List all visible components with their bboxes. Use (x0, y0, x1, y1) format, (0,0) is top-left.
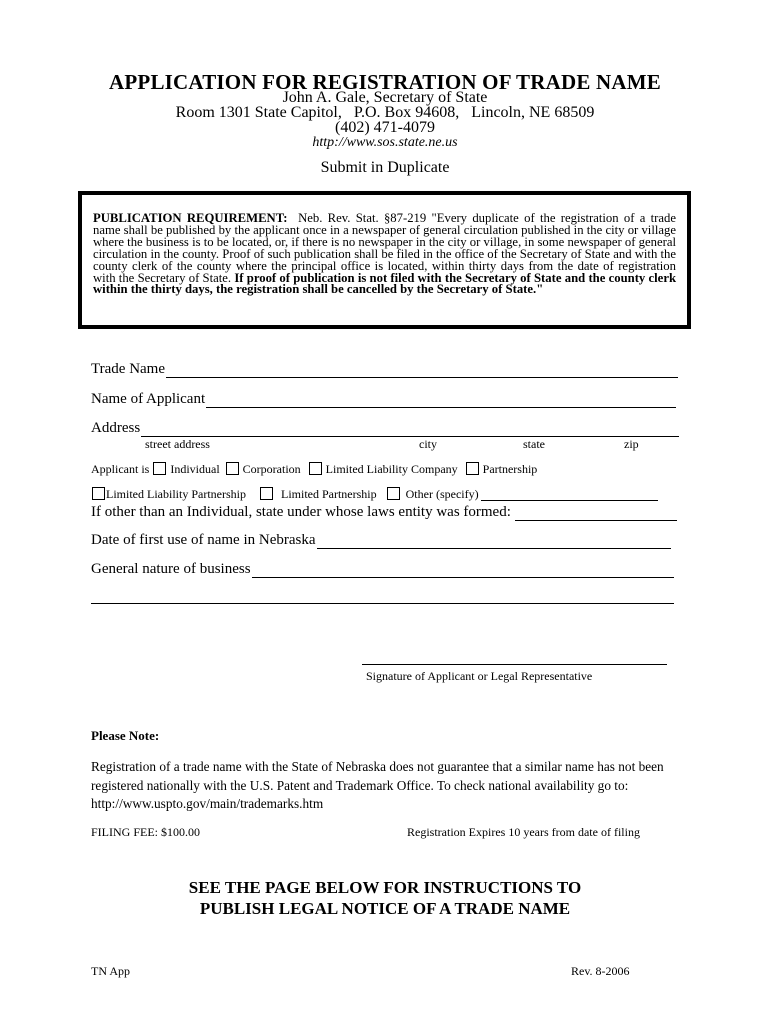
other-specify-input[interactable] (481, 489, 658, 501)
business-nature-input[interactable] (252, 562, 674, 578)
address-label: Address (91, 420, 141, 436)
submit-note: Submit in Duplicate (320, 159, 450, 176)
applicant-is-label: Applicant is (91, 462, 150, 476)
llc-checkbox[interactable] (309, 462, 322, 475)
first-use-input[interactable] (317, 533, 671, 549)
other-checkbox[interactable] (387, 487, 400, 500)
address-input[interactable] (141, 421, 679, 437)
individual-label: Individual (170, 462, 220, 476)
entity-type-row-1 (91, 462, 537, 477)
trade-name-label: Trade Name (91, 361, 166, 377)
state-laws-label: If other than an Individual, state under whose laws entity was formed: (91, 504, 511, 520)
city-sublabel: city (419, 437, 437, 451)
individual-checkbox[interactable] (153, 462, 166, 475)
registration-expiration: Registration Expires 10 years from date of filing (407, 825, 640, 839)
address-row (91, 420, 679, 437)
please-note-text: Registration of a trade name with the State of Nebraska does not guarantee that a similar name has not been registered nationally with the U.S. Patent and Trademark Office. To check national availability go to: http://www.uspto.gov/main/trademarks.htm (91, 759, 664, 811)
please-note-heading: Please Note: (91, 728, 160, 743)
first-use-row (91, 532, 671, 549)
office-phone: (402) 471-4079 (335, 119, 435, 136)
business-nature-row (91, 561, 674, 578)
business-nature-row-2 (91, 588, 674, 604)
address-city: Lincoln, NE 68509 (471, 104, 595, 121)
zip-sublabel: zip (624, 437, 639, 451)
office-website-link[interactable]: http://www.sos.state.ne.us (312, 135, 458, 150)
official-name: John A. Gale, Secretary of State (282, 89, 488, 106)
other-label: Other (specify) (405, 487, 479, 501)
first-use-label: Date of first use of name in Nebraska (91, 532, 316, 548)
partnership-label: Partnership (482, 462, 538, 476)
business-nature-label: General nature of business (91, 561, 251, 577)
corporation-label: Corporation (242, 462, 301, 476)
applicant-name-row (91, 391, 676, 408)
publication-label: PUBLICATION REQUIREMENT: (93, 211, 288, 225)
form-id: TN App (91, 964, 130, 978)
trade-name-input[interactable] (166, 362, 678, 378)
limited-partnership-label: Limited Partnership (280, 487, 377, 501)
llc-label: Limited Liability Company (325, 462, 458, 476)
publication-text (93, 213, 676, 296)
state-laws-row (91, 504, 677, 521)
business-nature-input-2[interactable] (91, 588, 674, 604)
applicant-name-label: Name of Applicant (91, 391, 206, 407)
instructions-heading-line-2: PUBLISH LEGAL NOTICE OF A TRADE NAME (199, 899, 571, 918)
llp-label: Limited Liability Partnership (106, 487, 246, 501)
address-pobox: P.O. Box 94608, (353, 104, 460, 121)
form-revision: Rev. 8-2006 (571, 964, 630, 978)
applicant-name-input[interactable] (206, 392, 676, 408)
state-laws-input[interactable] (515, 505, 677, 521)
form-title: APPLICATION FOR REGISTRATION OF TRADE NAME (109, 70, 661, 94)
corporation-checkbox[interactable] (226, 462, 239, 475)
filing-fee: FILING FEE: $100.00 (91, 825, 200, 839)
publication-body: Neb. Rev. Stat. §87-219 "Every duplicate of the registration of a trade name shall be published by the applicant once in a newspaper of general circulation published in the city or village where the business is to be located, or, if there is no newspaper in the city or village, in some newspaper of general circulation in the county. Proof of such publication shall be filed in the office of the Secretary of State and with the county clerk of the county where the principal office is located, within thirty days from the date of registration with the Secretary of State. (93, 211, 677, 285)
state-sublabel: state (523, 437, 545, 451)
llp-checkbox[interactable] (92, 487, 105, 500)
signature-label: Signature of Applicant or Legal Representative (366, 669, 593, 683)
publication-requirement-box (78, 191, 691, 329)
publication-warning: If proof of publication is not filed with the Secretary of State and the county clerk within the thirty days, the registration shall be cancelled by the Secretary of State." (93, 270, 677, 297)
instructions-heading-line-1: SEE THE PAGE BELOW FOR INSTRUCTIONS TO (188, 878, 582, 897)
limited-partnership-checkbox[interactable] (260, 487, 273, 500)
signature-line[interactable] (362, 664, 667, 665)
entity-type-row-2 (91, 487, 658, 502)
address-room: Room 1301 State Capitol, (175, 104, 342, 121)
partnership-checkbox[interactable] (466, 462, 479, 475)
street-address-sublabel: street address (145, 437, 210, 451)
trade-name-row (91, 361, 678, 378)
